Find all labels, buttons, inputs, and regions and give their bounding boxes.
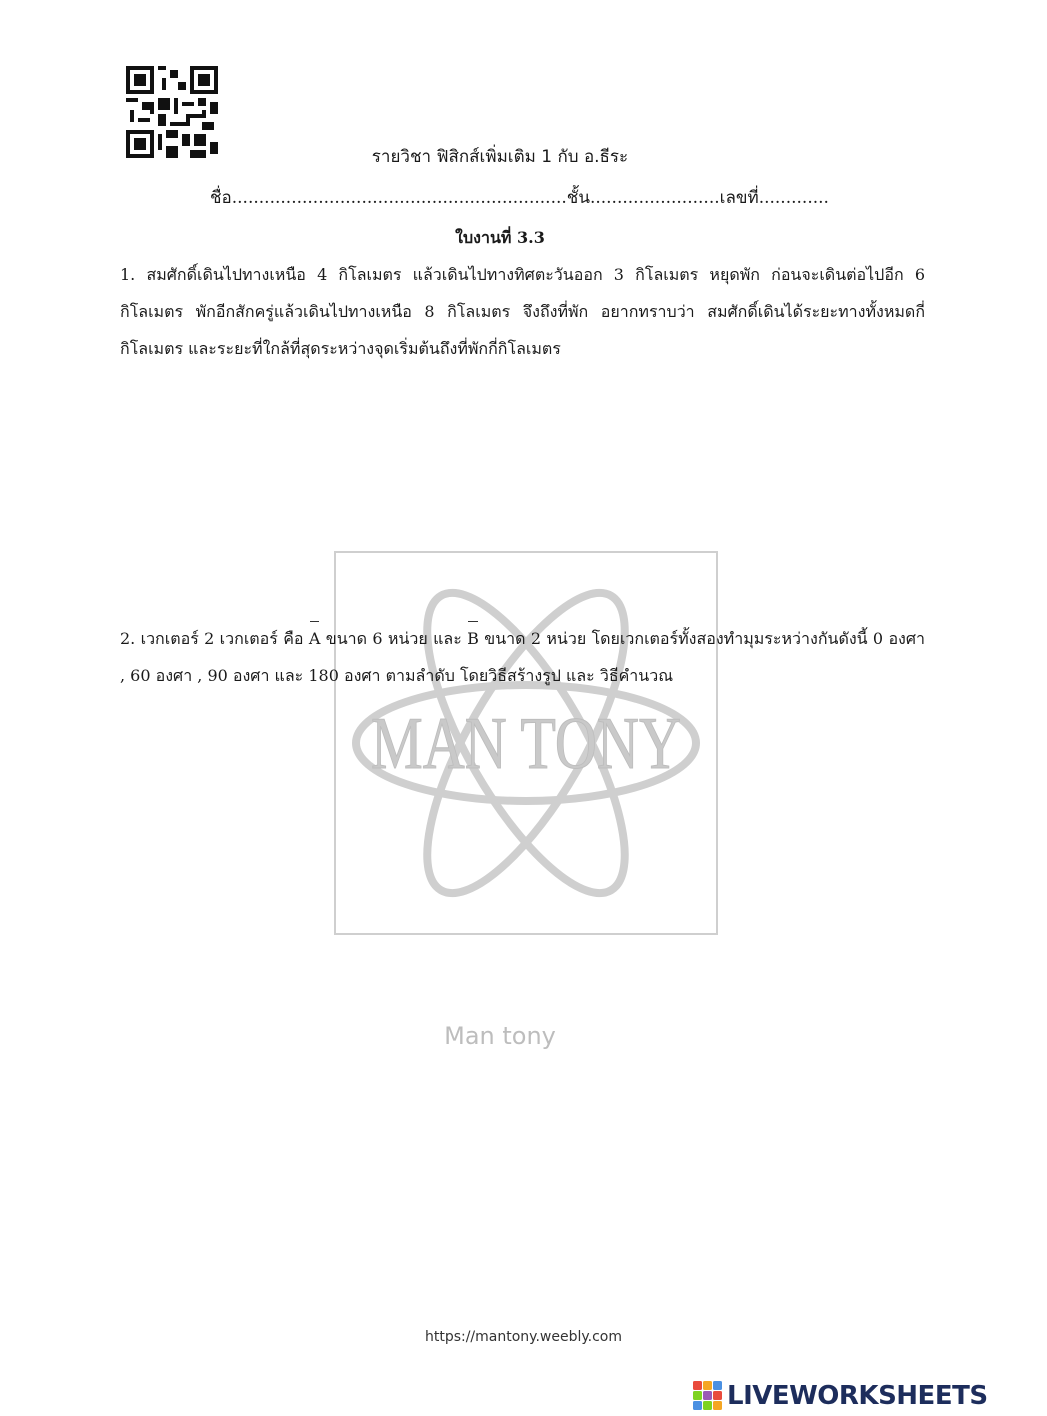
question-2: 2. เวกเตอร์ 2 เวกเตอร์ คือ A ขนาด 6 หน่วย และ B ขนาด 2 หน่วย โดยเวกเตอร์ทั้งสองทำมุมระหว่างกันดังนี้ 0 องศา , 60 องศา , 90 องศา และ 180 องศา ตามลำดับ โดยวิธีสร้างรูป และ วิธีคำนวณ (120, 618, 925, 694)
course-title: รายวิชา ฟิสิกส์เพิ่มเติม 1 กับ อ.ธีระ (371, 147, 629, 167)
liveworksheets-icon (693, 1381, 723, 1411)
worksheet-title: ใบงานที่ 3.3 (455, 228, 545, 247)
watermark-caption: Man tony (444, 1022, 556, 1050)
question-1: 1. สมศักดิ์เดินไปทางเหนือ 4 กิโลเมตร แล้วเดินไปทางทิศตะวันออก 3 กิโลเมตร หยุดพัก ก่อนจะเดินต่อไปอีก 6 กิโลเมตร พักอีกสักครู่แล้วเดินไปทางเหนือ 8 กิโลเมตร จึงถึงที่พัก อยากทราบว่า สมศักดิ์เดินได้ระยะทางทั้งหมดกี่กิโลเมตร และระยะที่ใกล้ที่สุดระหว่างจุดเริ่มต้นถึงที่พักกี่กิโลเมตร (120, 265, 925, 358)
liveworksheets-logo[interactable] (693, 1376, 988, 1416)
student-info-line[interactable]: ชื่อ..............................................................ชั้น........................เลขที่............. (210, 188, 829, 208)
atom-logo-icon (336, 553, 716, 933)
watermark-frame (334, 551, 718, 935)
vector-b: B (467, 618, 479, 657)
footer-url[interactable]: https://mantony.weebly.com (424, 1329, 623, 1345)
liveworksheets-wordmark: LIVEWORKSHEETS (727, 1381, 988, 1411)
vector-a: A (309, 618, 321, 657)
watermark-logo-text: MAN TONY (371, 703, 681, 785)
